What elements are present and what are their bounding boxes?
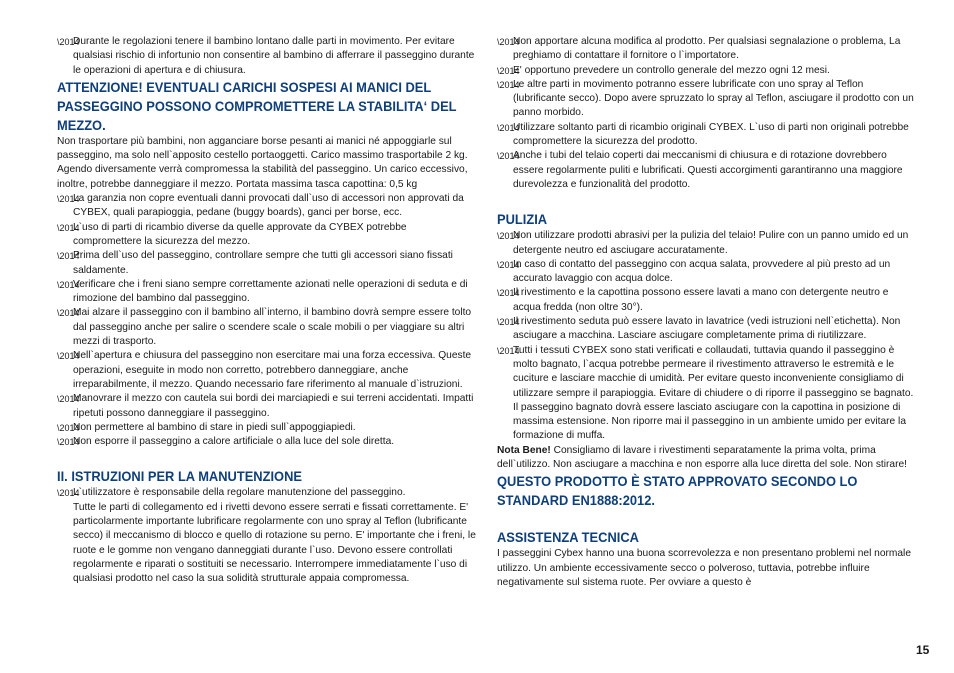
list-item: — Mai alzare il passeggino con il bambino all`interno, il bambino dovrà sempre essere tolto dal passeggino anche per salire o scendere scale o scale mobili o per viaggiare su altri mezzi di trasporto. — [57, 306, 477, 349]
list-item: — Prima dell`uso del passeggino, controllare sempre che tutti gli accessori siano fissati saldamente. — [57, 249, 477, 278]
list-item: — Verificare che i freni siano sempre correttamente azionati nelle operazioni di seduta e di rimozione del bambino dal passeggino. — [57, 278, 477, 307]
list-item: — Utilizzare soltanto parti di ricambio originali CYBEX. L`uso di parti non originali potrebbe compromettere la sicurezza del prodotto. — [497, 121, 917, 150]
left-column — [57, 35, 477, 587]
top-list — [497, 35, 917, 192]
maintenance-paragraph: Tutte le parti di collegamento ed i rivetti devono essere serrati e fissati correttamente. E' particolarmente importante lubrificare regolarmente con uno spray al Teflon (lubrificante secco) il meccanismo di blocco e quello di rotazione su perno. E' importante che i freni, le ruote e le gomme non vengano danneggiati durante l`uso. Devono essere controllati regolarmente e riparati o sostituiti se necessario. Interrompere immediatamente l`uso di qualsiasi prodotto nel caso la sua solidità strutturale appaia compromessa. — [73, 501, 476, 585]
list-item: — Nell`apertura e chiusura del passeggino non esercitare mai una forza eccessiva. Queste operazioni, eseguite in modo non corretto, potrebbero danneggiare, anche irreparabilmente, il mezzo. Quando necessario fare riferimento al manuale d`istruzioni. — [57, 349, 477, 392]
assistance-paragraph: I passeggini Cybex hanno una buona scorrevolezza e non presentano problemi nel normale utilizzo. Un ambiente eccessivamente secco o polveroso, tuttavia, potrebbe influire negativamente sul sistema ruote. Per ovviare a questo è — [497, 548, 911, 588]
spacer — [497, 510, 917, 528]
list-item: — Le altre parti in movimento potranno essere lubrificate con uno spray al Teflon (lubrificante secco). Dopo avere spruzzato lo spray al Teflon, asciugare il prodotto con un panno morbido. — [497, 78, 917, 121]
maintenance-list — [57, 486, 477, 500]
list-item: — E' opportuno prevedere un controllo generale del mezzo ogni 12 mesi. — [497, 64, 917, 78]
list-item: — In caso di contatto del passeggino con acqua salata, provvedere al più presto ad un accurato lavaggio con acqua dolce. — [497, 258, 917, 287]
list-item: — Anche i tubi del telaio coperti dai meccanismi di chiusura e di rotazione dovrebbero essere regolarmente puliti e lubrificati. Questi accorgimenti garantiranno una maggiore durevolezza e funzionalità del prodotto. — [497, 149, 917, 192]
cleaning-list — [497, 229, 917, 443]
right-column — [497, 35, 917, 590]
list-item: — L`uso di parti di ricambio diverse da quelle approvate da CYBEX potrebbe compromettere la sicurezza del mezzo. — [57, 221, 477, 250]
list-item: — Durante le regolazioni tenere il bambino lontano dalle parti in movimento. Per evitare qualsiasi rischio di infortunio non consentire al bambino di afferrare il passeggino durante le operazioni di apertura e di chiusura. — [57, 35, 477, 78]
note-paragraph — [497, 444, 917, 473]
list-item: — La garanzia non copre eventuali danni provocati dall`uso di accessori non approvati da CYBEX, quali parapioggia, pedane (buggy boards), ganci per borse, ecc. — [57, 192, 477, 221]
spacer — [497, 192, 917, 210]
warning-paragraph: Non trasportare più bambini, non agganciare borse pesanti ai manici né appoggiarle sul passeggino, ma solo nell`apposito cestello portaoggetti. Carico massimo trasportabile 2 kg. Agendo diversamente verrà compromessa la stabilità del passeggino. Un carico eccessivo, inoltre, potrebbe danneggiare il mezzo. Portata massima tasca capottina: 0,5 kg — [57, 135, 468, 190]
list-item: — Non esporre il passeggino a calore artificiale o alla luce del sole diretta. — [57, 435, 477, 449]
intro-list — [57, 35, 477, 78]
warning-heading: ATTENZIONE! EVENTUALI CARICHI SOSPESI AI MANICI DEL PASSEGGINO POSSONO COMPROMETTERE LA STABILITA‘ DEL MEZZO. — [57, 78, 457, 133]
maintenance-heading: II. ISTRUZIONI PER LA MANUTENZIONE — [57, 468, 302, 485]
assistance-heading: ASSISTENZA TECNICA — [497, 529, 639, 546]
list-item: — Non apportare alcuna modifica al prodotto. Per qualsiasi segnalazione o problema, La preghiamo di contattare il fornitore o l`importatore. — [497, 35, 917, 64]
list-item: — Non permettere al bambino di stare in piedi sull`appoggiapiedi. — [57, 421, 477, 435]
note-label: Nota Bene! — [497, 444, 551, 456]
note-text: Consigliamo di lavare i rivestimenti separatamente la prima volta, prima dell`utilizzo. Non asciugare a macchina e non esporre alla luce diretta del sole. Non stirare! — [497, 444, 907, 471]
spacer — [57, 449, 477, 467]
list-item: — Manovrare il mezzo con cautela sui bordi dei marciapiedi e sui terreni accidentati. Impatti ripetuti possono danneggiare il passeggino. — [57, 392, 477, 421]
list-item: — Il rivestimento seduta può essere lavato in lavatrice (vedi istruzioni nell`etichetta). Non asciugare a macchina. Lasciare asciugare completamente prima di riutilizzare. — [497, 315, 917, 344]
list-item: — Non utilizzare prodotti abrasivi per la pulizia del telaio! Pulire con un panno umido ed un detergente neutro ed asciugare accuratamente. — [497, 229, 917, 258]
list-item: — Tutti i tessuti CYBEX sono stati verificati e collaudati, tuttavia quando il passeggino è molto bagnato, l`acqua potrebbe permeare il rivestimento attraverso le estremità e le cuciture e lasciare macchie di umidità. Per evitare questo inconveniente consigliamo di utilizzare sempre il parapioggia. Evitare di chiudere o di riporre il passeggino se bagnato. Il passeggino bagnato dovrà essere lasciato asciugare con la capottina in posizione di massima estensione. Non riporre mai il passeggino in un ambiente umido per evitare la formazione di muffa. — [497, 344, 917, 444]
list-item: — L`utilizzatore è responsabile della regolare manutenzione del passeggino. — [57, 486, 477, 500]
warning-list — [57, 192, 477, 449]
cleaning-heading: PULIZIA — [497, 211, 548, 228]
page-number: 15 — [916, 643, 930, 657]
list-item: — Il rivestimento e la capottina possono essere lavati a mano con detergente neutro e acqua fredda (non oltre 30°). — [497, 286, 917, 315]
approval-heading: QUESTO PRODOTTO È STATO APPROVATO SECONDO LO STANDARD EN1888:2012. — [497, 473, 858, 509]
